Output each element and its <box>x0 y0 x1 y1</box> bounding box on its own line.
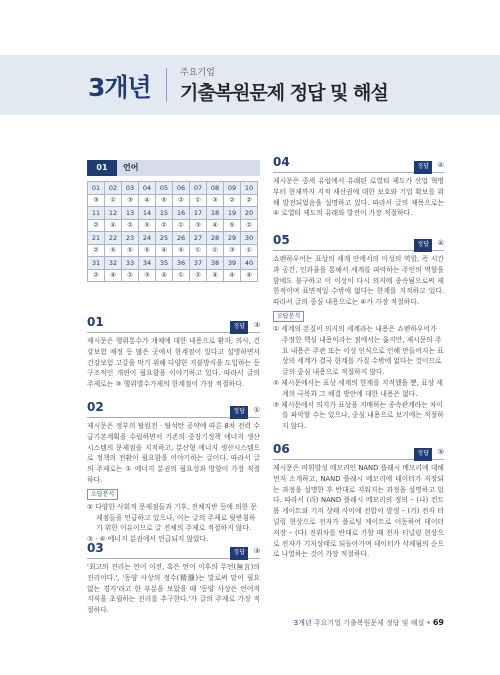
question-number-cell: 14 <box>139 207 156 220</box>
answer-cell: ④ <box>156 244 173 257</box>
question-number-cell: 23 <box>122 232 139 245</box>
question-number-cell: 38 <box>207 257 224 270</box>
question-number-cell: 19 <box>224 207 241 220</box>
question-number-cell: 06 <box>173 182 190 195</box>
answer-cell: ④ <box>156 269 173 282</box>
question-06 <box>273 444 444 560</box>
answer-cell: ④ <box>105 219 122 232</box>
answer-table-number-row <box>88 257 258 270</box>
question-header <box>273 444 444 460</box>
question-number: 02 <box>87 400 104 414</box>
answer-cell: ② <box>241 194 258 207</box>
answer-cell: ③ <box>88 194 105 207</box>
footer-accent: 3개년 <box>293 619 312 627</box>
answer-cell: ① <box>105 194 122 207</box>
answer-cell: ① <box>190 194 207 207</box>
question-number-cell: 07 <box>190 182 207 195</box>
question-03 <box>87 543 260 616</box>
page-number: 69 <box>432 618 444 627</box>
answer-cell: ⑤ <box>105 244 122 257</box>
question-number: 05 <box>273 233 290 247</box>
question-number-cell: 01 <box>88 182 105 195</box>
question-number-cell: 35 <box>156 257 173 270</box>
page-footer <box>294 618 444 628</box>
answer-badge: 정답 <box>414 161 432 174</box>
answer-table-answer-row <box>88 244 258 257</box>
wrong-answer-analysis-label: 오답분석 <box>87 489 118 500</box>
question-number-cell: 34 <box>139 257 156 270</box>
question-number-cell: 05 <box>156 182 173 195</box>
answer-table-answer-row <box>88 219 258 232</box>
question-number-cell: 39 <box>224 257 241 270</box>
page-title: 기출복원문제 정답 및 해설 <box>180 82 388 104</box>
question-number-cell: 11 <box>88 207 105 220</box>
answer-cell: ④ <box>224 269 241 282</box>
question-number: 01 <box>87 315 104 329</box>
header-subtitle: 주요기업 <box>180 68 215 78</box>
answer-cell: ② <box>88 269 105 282</box>
wrong-answer-analysis-label: 오답분석 <box>273 311 304 322</box>
answer-cell: ② <box>241 219 258 232</box>
answer-value: ④ <box>437 161 444 169</box>
answer-cell: ④ <box>207 269 224 282</box>
answer-value: ④ <box>437 239 444 247</box>
answer-cell: ④ <box>105 269 122 282</box>
answer-cell: ② <box>122 219 139 232</box>
answer-table-number-row <box>88 207 258 220</box>
answer-badge: 정답 <box>230 321 248 334</box>
explanation-text: 쇼펜하우어는 표상의 세계 안에서의 이성의 역할, 즉 시간과 공간, 인과율을 통해서 세계를 파악하는 주인의 역할을 함에도 불구하고 이 이성이 다시 의지에 종속됨으로써 제한적이며 표면적일 수밖에 없다는 한계를 지적하고 있다. 따라서 글의 중심 내용으로는 ④가 가장 적절하다. <box>273 255 444 307</box>
question-number-cell: 27 <box>190 232 207 245</box>
section-number: 01 <box>87 160 117 176</box>
analysis-line: ③ 제시문에서 의지가 표상을 지배하는 종속관계라는 차이를 파악할 수는 있으나, 중심 내용으로 보기에는 적절하지 않다. <box>273 400 444 431</box>
answer-cell: ③ <box>207 194 224 207</box>
question-number-cell: 37 <box>190 257 207 270</box>
question-number-cell: 26 <box>173 232 190 245</box>
answer-table-answer-row <box>88 194 258 207</box>
analysis-line: ② 다양한 사회적 문제점들과 기후, 전체지반 등에 의한 문제점들을 언급하고 있으나, 이는 글의 주제로 뒷받침하기 위한 이유이므로 글 전체의 주제로 적절하지 않다. <box>87 502 257 533</box>
analysis-line: ① 세계의 본질이 의지의 세계라는 내용은 쇼펜하우어가 주장한 핵심 내용이라는 점에서는 옳지만, 제시문의 주요 내용은 주관 또는 이성 인식으로 인해 만들어지는 표상의 세계가 결국 한계를 가질 수밖에 없다는 것이므로 글의 중심 내용으로 적절하지 않다. <box>273 324 444 377</box>
answer-cell: ⑤ <box>173 244 190 257</box>
header-divider <box>166 68 167 102</box>
question-number-cell: 24 <box>139 232 156 245</box>
answer-cell: ② <box>156 219 173 232</box>
answer-value: ③ <box>253 547 260 555</box>
explanation-text: 제시문은 중세 유럽에서 유래된 로열티 제도가 산업 혁명부터 현재까지 지적 재산권에 대한 보호와 기업 확보를 위해 발전되었음을 설명하고 있다. 따라서 글의 제목으로는 ④ 로열티 제도의 유래와 발전이 가장 적절하다. <box>273 177 444 218</box>
question-number-cell: 17 <box>190 207 207 220</box>
question-number-cell: 28 <box>207 232 224 245</box>
question-number-cell: 31 <box>88 257 105 270</box>
question-number-cell: 30 <box>241 232 258 245</box>
question-05 <box>273 235 444 432</box>
answer-table-number-row <box>88 232 258 245</box>
question-header <box>87 317 260 333</box>
question-header <box>273 235 444 251</box>
analysis-line: ② 제시문에서는 표상 세계의 한계를 지적했을 뿐, 표상 세계의 극복과 그 해결 방안에 대한 내용은 없다. <box>273 378 443 398</box>
question-number-cell: 33 <box>122 257 139 270</box>
question-number-cell: 29 <box>224 232 241 245</box>
question-number: 06 <box>273 442 290 456</box>
explanation-text: 제시문은 비휘발성 메모리인 NAND 플래시 메모리에 대해 먼저 소개하고, NAND 플래시 메모리에 데이터가 저장되는 과정을 설명한 후 반대로 지워지는 과정을 설명하고 있다. 따라서 (라) NAND 플래시 메모리의 정의 – (나) 컨트롤 게이트와 기저 상태 사이에 전압이 발생 – (가) 전자 터널링 현상으로 전자가 플로팅 게이트로 이동하여 데이터 저장 – (다) 전위차를 반대로 가할 때 전자 터널링 현상으로 전자가 기저상태로 되돌아가며 데이터가 삭제됨의 순으로 나열하는 것이 가장 적절하다. <box>273 464 444 559</box>
question-number-cell: 02 <box>105 182 122 195</box>
answer-cell: ④ <box>207 219 224 232</box>
explanation-text: 제시문은 행위통수가 개체에 대한 내용으로 환자, 의사, 건강보험 재정 등 많은 곳에서 한계점이 있다고 설명하면서 건강보험 고갈을 막기 위해 다양한 지불방식을 도입하는 등 구조적인 개편이 필요함을 이야기하고 있다. 따라서 글의 주제로는 ③ 행위별수가제의 한계점이 가장 적절하다. <box>87 337 260 389</box>
answer-cell: ① <box>207 244 224 257</box>
answer-badge: 정답 <box>414 239 432 252</box>
question-header <box>87 402 260 418</box>
answer-cell: ③ <box>190 219 207 232</box>
answer-value: ③ <box>253 321 260 329</box>
question-02 <box>87 402 260 545</box>
question-number-cell: 03 <box>122 182 139 195</box>
answer-badge: 정답 <box>414 448 432 461</box>
question-number-cell: 32 <box>105 257 122 270</box>
footer-bullet: • <box>426 619 431 627</box>
answer-cell: ① <box>173 219 190 232</box>
answer-table-number-row <box>88 182 258 195</box>
header-badge-title: 3개년 <box>88 73 151 102</box>
answer-cell: ③ <box>224 244 241 257</box>
question-number-cell: 08 <box>207 182 224 195</box>
answer-value: ① <box>253 406 260 414</box>
section-title-bar <box>87 160 260 176</box>
answer-cell: ⑤ <box>139 244 156 257</box>
question-number-cell: 20 <box>241 207 258 220</box>
question-number-cell: 40 <box>241 257 258 270</box>
answer-cell: ③ <box>122 194 139 207</box>
question-number-cell: 13 <box>122 207 139 220</box>
answer-cell: ② <box>224 194 241 207</box>
answer-cell: ② <box>88 219 105 232</box>
answer-cell: ⑤ <box>122 244 139 257</box>
answer-cell: ④ <box>139 194 156 207</box>
question-number: 03 <box>87 541 104 555</box>
answer-cell: ④ <box>241 269 258 282</box>
section-label: 언어 <box>123 163 139 172</box>
explanation-text: '최고의 진리는 언어 이전, 혹은 언어 이후의 무언(無言)의 진리이다.', '동양 사상의 정수(精髓)는 말로써 맡이 필요 없는 경지'라고 한 부분을 보았을 때 '동양 사상은 언어적 지식을 초월하는 진리를 추구한다.'가 글의 주제로 가장 적절하다. <box>87 563 260 615</box>
answer-badge: 정답 <box>230 406 248 419</box>
question-number-cell: 22 <box>105 232 122 245</box>
answer-cell: ⑤ <box>139 219 156 232</box>
question-number-cell: 21 <box>88 232 105 245</box>
question-number-cell: 16 <box>173 207 190 220</box>
analysis-line: ③ · ④ 에너지 분권에서 언급되지 않았다. <box>87 535 209 544</box>
answer-cell: ② <box>173 194 190 207</box>
question-number-cell: 36 <box>173 257 190 270</box>
question-number-cell: 15 <box>156 207 173 220</box>
question-number-cell: 12 <box>105 207 122 220</box>
answer-value: ⑤ <box>437 448 444 456</box>
footer-text: 주요기업 기출복원문제 정답 및 해설 <box>313 619 425 627</box>
answer-cell: ① <box>173 269 190 282</box>
answer-table-answer-row <box>88 269 258 282</box>
answer-table <box>87 181 258 282</box>
answer-cell: ② <box>88 244 105 257</box>
answer-cell: ⑤ <box>224 219 241 232</box>
answer-cell: ① <box>241 244 258 257</box>
answer-cell: ② <box>122 269 139 282</box>
question-number-cell: 10 <box>241 182 258 195</box>
answer-cell: ⑤ <box>156 194 173 207</box>
question-header <box>87 543 260 559</box>
question-number-cell: 09 <box>224 182 241 195</box>
question-number-cell: 25 <box>156 232 173 245</box>
answer-badge: 정답 <box>230 547 248 560</box>
question-number-cell: 04 <box>139 182 156 195</box>
question-01 <box>87 317 260 390</box>
answer-cell: ③ <box>139 269 156 282</box>
question-header <box>273 157 444 173</box>
question-number: 04 <box>273 155 290 169</box>
answer-cell: ① <box>190 244 207 257</box>
explanation-text: 제시문은 정부의 탈원전 · 탈석탄 공약에 따른 8차 전력 수급기본계획을 수립하면서 기존의 중장기정책 에너지 생산 시스템의 문제점을 지적하고, 분산형 에너지 생산시스템으로 정책의 전환이 필요함을 이야기하는 글이다. 따라서 글의 주제로는 ① 에너지 분권의 필요성과 방향이 가장 적절하다. <box>87 422 260 484</box>
question-04 <box>273 157 444 219</box>
answer-cell: ② <box>190 269 207 282</box>
question-number-cell: 18 <box>207 207 224 220</box>
